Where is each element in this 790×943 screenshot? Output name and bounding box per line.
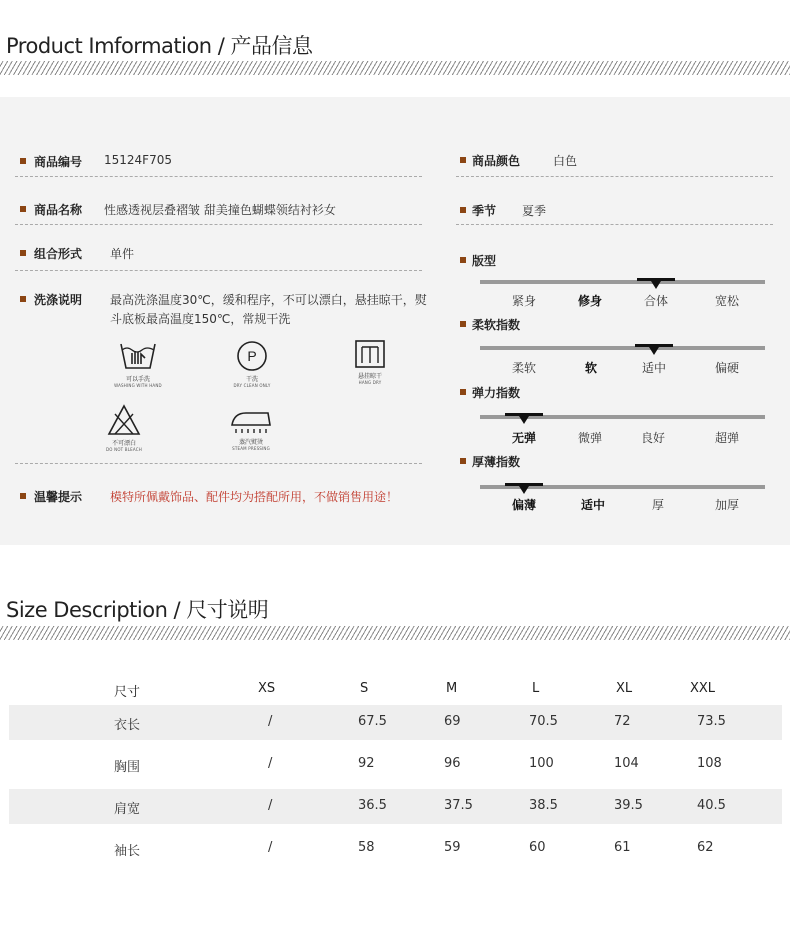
hang-dry-sub: HANG DRY (358, 380, 382, 385)
size-header-cell: XS (258, 681, 276, 696)
bullet-icon (20, 250, 26, 256)
name-label: 商品名称 (34, 203, 83, 217)
size-value-cell: / (268, 714, 273, 729)
size-value-cell: 37.5 (444, 798, 473, 813)
size-row-label: 袖长 (114, 844, 141, 859)
title-divider (0, 626, 790, 640)
scale-elasticity-option: 超弹 (715, 431, 740, 445)
title-divider (0, 61, 790, 75)
size-value-cell: 70.5 (529, 714, 558, 729)
size-header-cell: 尺寸 (114, 685, 141, 700)
scale-elasticity-option: 微弹 (578, 431, 603, 445)
size-value-cell: 92 (358, 756, 375, 771)
size-header-cell: XL (616, 681, 633, 696)
size-header-cell: L (532, 681, 540, 696)
scale-softness-option: 软 (585, 361, 598, 375)
bullet-icon (20, 206, 26, 212)
hang-dry-caption: 悬挂晾干 (357, 373, 382, 380)
scale-elasticity-label: 弹力指数 (472, 386, 521, 400)
size-header-cell: S (360, 681, 369, 696)
scale-elasticity-pointer-icon (519, 416, 529, 424)
wash-label: 洗涤说明 (34, 293, 83, 307)
season-value: 夏季 (522, 204, 547, 218)
size-value-cell: 36.5 (358, 798, 387, 813)
scale-fit-option: 合体 (644, 294, 669, 308)
scale-fit-pointer-icon (651, 281, 661, 289)
size-value-cell: 104 (614, 756, 639, 771)
size-value-cell: 96 (444, 756, 461, 771)
row-divider (15, 176, 422, 177)
bullet-icon (20, 493, 26, 499)
combo-label: 组合形式 (34, 247, 83, 261)
scale-fit-option: 宽松 (715, 294, 740, 308)
hang-dry-icon (354, 339, 386, 369)
code-label: 商品编号 (34, 155, 83, 169)
size-row-label: 衣长 (114, 718, 141, 733)
season-label: 季节 (472, 204, 497, 218)
hand-wash-caption: 可以手洗 (125, 376, 150, 383)
size-row-label: 胸围 (114, 760, 141, 775)
no-bleach-sub: DO NOT BLEACH (106, 447, 142, 452)
bullet-icon (20, 296, 26, 302)
scale-fit-label: 版型 (472, 254, 497, 268)
steam-iron-caption: 蒸汽熨烫 (238, 439, 263, 446)
size-value-cell: / (268, 840, 273, 855)
size-value-cell: 72 (614, 714, 631, 729)
color-value: 白色 (553, 154, 578, 168)
bullet-icon (20, 158, 26, 164)
bullet-icon (460, 389, 466, 395)
color-label: 商品颜色 (472, 154, 521, 168)
row-divider (456, 224, 773, 225)
combo-value: 单件 (110, 247, 135, 261)
size-value-cell: 69 (444, 714, 461, 729)
wash-instructions: 最高洗涤温度30℃，缓和程序，不可以漂白，悬挂晾干，熨斗底板最高温度150℃，常规干洗 (110, 293, 427, 326)
bullet-icon (460, 157, 466, 163)
size-desc-title: Size Description / 尺寸说明 (6, 598, 269, 622)
bullet-icon (460, 257, 466, 263)
dry-clean-letter: P (247, 348, 257, 364)
size-header-cell: M (446, 681, 458, 696)
no-bleach-caption: 不可漂白 (111, 440, 136, 447)
scale-softness-option: 适中 (642, 361, 667, 375)
size-value-cell: 60 (529, 840, 546, 855)
scale-softness-label: 柔软指数 (472, 318, 521, 332)
no-bleach-icon (107, 404, 141, 436)
bullet-icon (460, 458, 466, 464)
scale-thickness-option: 适中 (581, 498, 606, 512)
steam-iron-icon (228, 407, 274, 435)
size-value-cell: 58 (358, 840, 375, 855)
size-value-cell: 67.5 (358, 714, 387, 729)
care-icon-hand-wash (103, 340, 173, 388)
name-value: 性感透视层叠褶皱 甜美撞色蝴蝶领结衬衫女 (104, 203, 336, 217)
care-icon-steam-iron (216, 407, 286, 451)
size-value-cell: 38.5 (529, 798, 558, 813)
row-divider (15, 463, 422, 464)
scale-elasticity-option: 无弹 (512, 431, 537, 445)
product-info-title: Product Imformation / 产品信息 (6, 34, 313, 58)
hand-wash-sub: WASHING WITH HAND (114, 383, 162, 388)
size-header-cell: XXL (690, 681, 716, 696)
size-row-label: 肩宽 (114, 802, 141, 817)
scale-softness-option: 柔软 (512, 361, 537, 375)
dry-clean-sub: DRY CLEAN ONLY (233, 383, 271, 388)
scale-softness-bar (480, 346, 765, 350)
steam-iron-sub: STEAM PRESSING (232, 446, 270, 451)
size-value-cell: 108 (697, 756, 722, 771)
dry-clean-caption: 干洗 (245, 376, 258, 383)
care-icon-hang-dry (335, 339, 405, 385)
size-value-cell: 40.5 (697, 798, 726, 813)
bullet-icon (460, 321, 466, 327)
care-icon-dry-clean (217, 340, 287, 388)
scale-fit-option: 修身 (578, 294, 603, 308)
size-value-cell: 100 (529, 756, 554, 771)
size-value-cell: 39.5 (614, 798, 643, 813)
size-value-cell: 59 (444, 840, 461, 855)
scale-thickness-label: 厚薄指数 (472, 455, 521, 469)
scale-thickness-option: 偏薄 (512, 498, 537, 512)
row-divider (15, 270, 422, 271)
scale-thickness-option: 加厚 (715, 498, 740, 512)
scale-softness-option: 偏硬 (715, 361, 740, 375)
scale-fit-option: 紧身 (512, 294, 537, 308)
scale-fit-bar (480, 280, 765, 284)
scale-elasticity-option: 良好 (641, 431, 666, 445)
bullet-icon (460, 207, 466, 213)
hand-wash-icon (118, 340, 158, 372)
size-value-cell: 62 (697, 840, 714, 855)
scale-softness-pointer-icon (649, 347, 659, 355)
code-value: 15124F705 (104, 153, 172, 167)
size-value-cell: / (268, 798, 273, 813)
size-value-cell: 73.5 (697, 714, 726, 729)
scale-thickness-option: 厚 (652, 498, 665, 512)
row-divider (15, 224, 422, 225)
dry-clean-icon (236, 340, 268, 372)
tip-label: 温馨提示 (34, 490, 83, 504)
row-divider (456, 176, 773, 177)
size-value-cell: / (268, 756, 273, 771)
scale-thickness-pointer-icon (519, 486, 529, 494)
tip-warning: 模特所佩戴饰品、配件均为搭配所用，不做销售用途！ (110, 490, 399, 504)
care-icon-no-bleach (89, 404, 159, 452)
size-value-cell: 61 (614, 840, 631, 855)
